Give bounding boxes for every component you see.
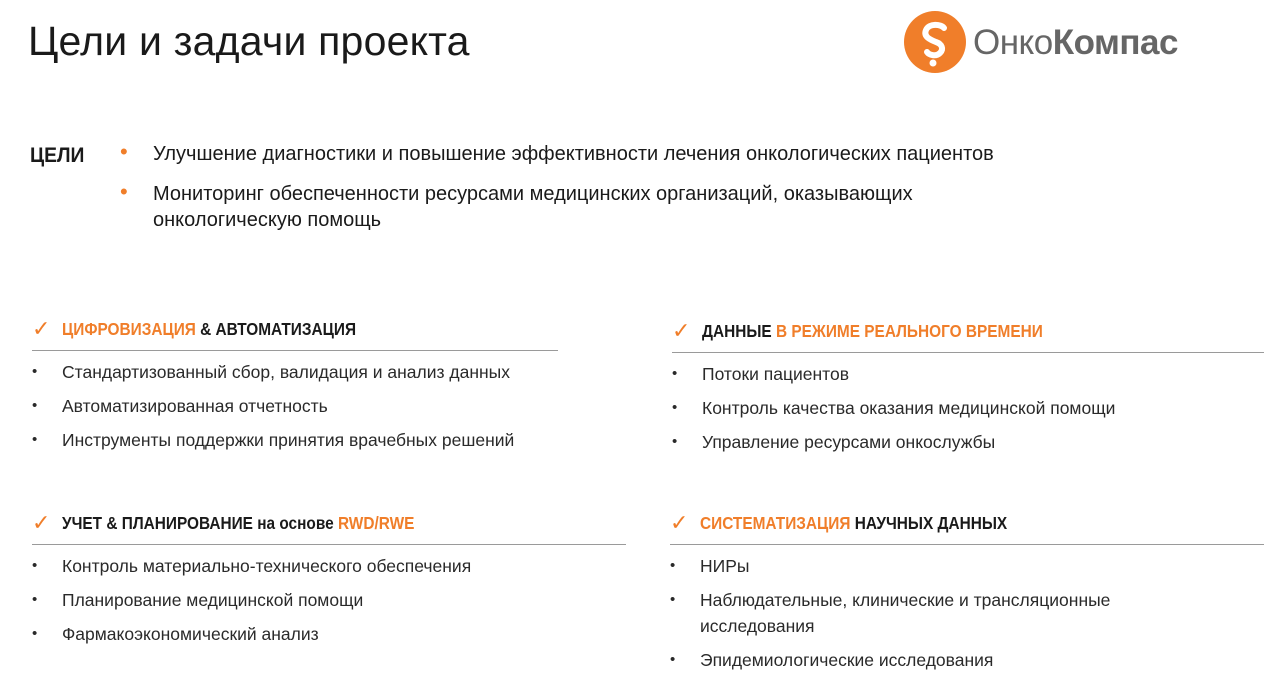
list-item: • Стандартизованный сбор, валидация и анализ данных	[32, 359, 558, 385]
title-rest: НАУЧНЫХ ДАННЫХ	[850, 512, 1008, 533]
list-item: • Эпидемиологические исследования	[670, 647, 1264, 673]
logo	[903, 10, 1178, 74]
checkmark-icon: ✓	[672, 318, 691, 343]
page-title: Цели и задачи проекта	[28, 18, 470, 64]
list-item: • Фармакоэкономический анализ	[32, 621, 626, 647]
list-item: • Контроль материально-технического обеспечения	[32, 553, 626, 579]
list-item: • Автоматизированная отчетность	[32, 393, 558, 419]
section-title	[702, 321, 1043, 342]
section-title	[62, 319, 356, 340]
section-realtime-data	[672, 316, 1264, 455]
bullet-icon: •	[120, 179, 128, 204]
section-digitalization	[32, 314, 558, 453]
section-title	[700, 513, 1007, 534]
goal-item	[120, 181, 1080, 233]
section-list	[32, 359, 558, 453]
checkmark-icon: ✓	[32, 510, 51, 535]
list-item: • Потоки пациентов	[672, 361, 1264, 387]
goals-label: ЦЕЛИ	[30, 144, 85, 167]
list-item: • Управление ресурсами онкослужбы	[672, 429, 1264, 455]
checkmark-icon: ✓	[670, 510, 689, 535]
list-item: • Контроль качества оказания медицинской помощи	[672, 395, 1264, 421]
list-item: • Инструменты поддержки принятия врачебных решений	[32, 427, 558, 453]
section-list	[32, 553, 626, 647]
section-header	[32, 314, 558, 351]
goal-text: Улучшение диагностики и повышение эффективности лечения онкологических пациентов	[153, 143, 994, 165]
section-header	[672, 316, 1264, 353]
title-rest: УЧЕТ & ПЛАНИРОВАНИЕ	[62, 512, 253, 533]
list-item: • Наблюдательные, клинические и трансляционные исследования	[670, 587, 1160, 639]
logo-icon	[903, 10, 967, 74]
section-science-data	[670, 508, 1264, 673]
checkmark-icon: ✓	[32, 316, 51, 341]
title-accent: В РЕЖИМЕ РЕАЛЬНОГО ВРЕМЕНИ	[771, 320, 1043, 341]
bullet-icon: •	[120, 139, 128, 164]
list-item: • НИРы	[670, 553, 1264, 579]
title-accent: ЦИФРОВИЗАЦИЯ	[62, 318, 196, 339]
title-middle: на основе	[252, 512, 338, 533]
section-list	[672, 361, 1264, 455]
section-planning	[32, 508, 626, 647]
title-accent: СИСТЕМАТИЗАЦИЯ	[700, 512, 851, 533]
logo-text	[973, 22, 1178, 62]
title-rest: & АВТОМАТИЗАЦИЯ	[195, 318, 357, 339]
goals-list	[120, 141, 1080, 247]
logo-text-part1: Онко	[973, 22, 1053, 62]
goal-text: Мониторинг обеспеченности ресурсами медицинских организаций, оказывающих онкологическую помощь	[153, 183, 913, 231]
logo-text-part2: Компас	[1052, 22, 1178, 62]
title-rest: ДАННЫЕ	[702, 320, 772, 341]
section-title	[62, 513, 414, 534]
goal-item	[120, 141, 1080, 167]
list-item: • Планирование медицинской помощи	[32, 587, 626, 613]
section-header	[670, 508, 1264, 545]
section-list	[670, 553, 1264, 673]
section-header	[32, 508, 626, 545]
title-accent: RWD/RWE	[337, 512, 415, 533]
